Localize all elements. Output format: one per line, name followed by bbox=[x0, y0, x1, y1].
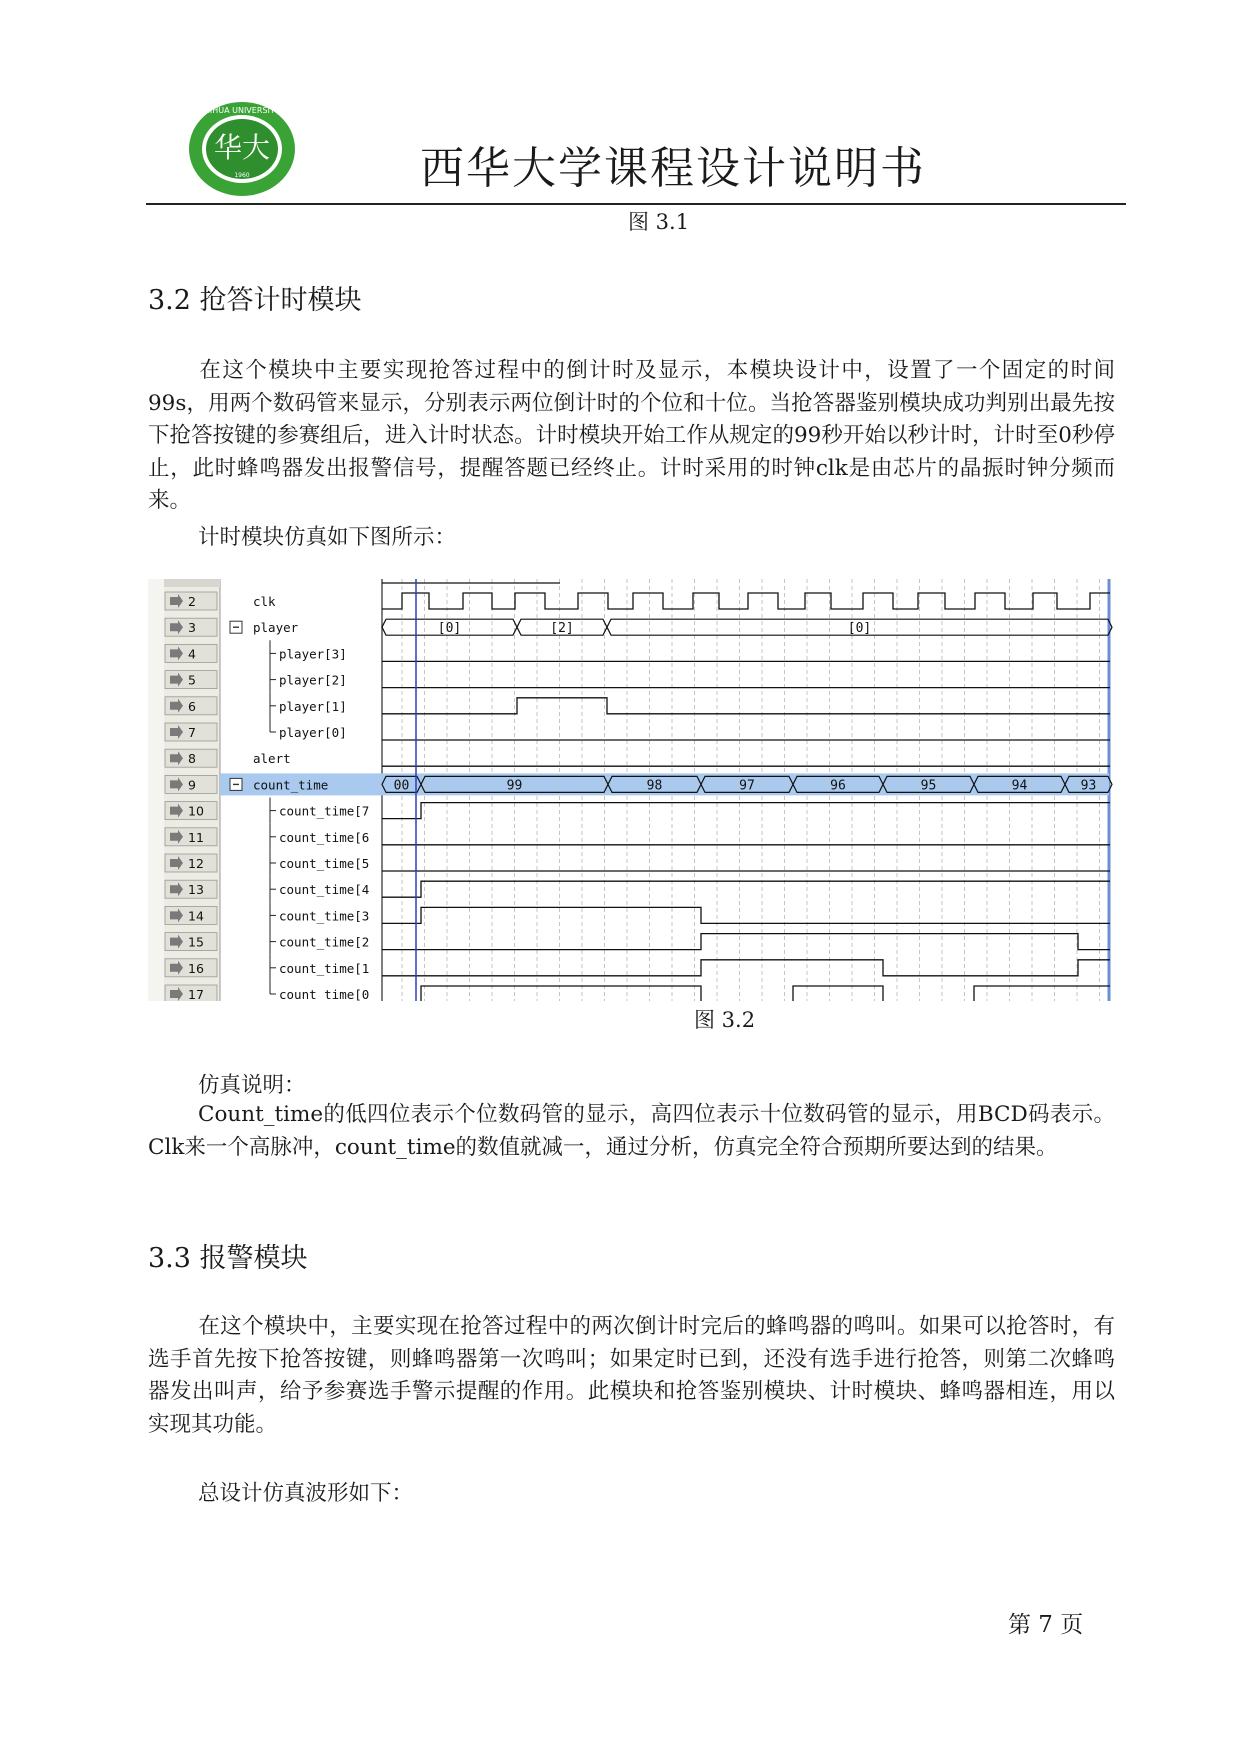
signal-name: player[2] bbox=[279, 672, 347, 688]
svg-text:XIHUA UNIVERSITY: XIHUA UNIVERSITY bbox=[204, 106, 280, 115]
signal-name: player bbox=[253, 620, 299, 636]
section-3-3-text: 在这个模块中，主要实现在抢答过程中的两次倒计时完后的蜂鸣器的鸣叫。如果可以抢答时，有选手首先按下抢答按键，则蜂鸣器第一次鸣叫；如果定时已到，还没有选手进行抢答，则第二次蜂鸣器发出叫声，给予参赛选手警示提醒的作用。此模块和抢答鉴别模块、计时模块、蜂鸣器相连，用以实现其功能。 bbox=[148, 1314, 1115, 1437]
svg-text:华大: 华大 bbox=[213, 131, 271, 164]
row-number: 12 bbox=[188, 856, 204, 871]
section-3-3-paragraph bbox=[148, 1311, 1115, 1441]
row-number: 10 bbox=[188, 803, 204, 819]
partial-top-row bbox=[164, 579, 220, 587]
simulation-waveform bbox=[148, 579, 1113, 1001]
row-number: 3 bbox=[188, 620, 196, 636]
row-number: 13 bbox=[188, 882, 204, 898]
section-3-2-heading: 3.2 抢答计时模块 bbox=[148, 285, 362, 316]
row-number: 4 bbox=[188, 646, 196, 662]
section-3-2-text: 在这个模块中主要实现抢答过程中的倒计时及显示，本模块设计中，设置了一个固定的时间99s，用两个数码管来显示，分别表示两位倒计时的个位和十位。当抢答器鉴别模块成功判别出最先按下抢答按键的参赛组后，进入计时状态。计时模块开始工作从规定的99秒开始以秒计时，计时至0秒停止，此时蜂鸣器发出报警信号，提醒答题已经终止。计时采用的时钟clk是由芯片的晶振时钟分频而来。 bbox=[148, 358, 1115, 513]
waveform-canvas bbox=[148, 579, 1113, 1001]
row-number: 9 bbox=[188, 777, 196, 793]
signal-name: count_time[6 bbox=[279, 829, 370, 845]
signal-name: player[3] bbox=[279, 646, 347, 662]
count-time-bus-value: 98 bbox=[646, 778, 663, 794]
row-number: 6 bbox=[188, 698, 196, 714]
header-divider bbox=[146, 203, 1126, 205]
row-number: 5 bbox=[188, 672, 196, 688]
row-number: 11 bbox=[188, 829, 204, 845]
count-time-bus-value: 94 bbox=[1011, 778, 1028, 794]
signal-name: count_time[1 bbox=[279, 960, 370, 976]
row-number: 8 bbox=[188, 751, 196, 767]
count-time-bus-value: 93 bbox=[1080, 778, 1097, 794]
row-number: 2 bbox=[188, 594, 196, 609]
count-time-bus-value: 96 bbox=[830, 778, 846, 794]
count-time-bus-value: 95 bbox=[920, 778, 937, 794]
svg-text:1960: 1960 bbox=[234, 172, 250, 179]
row-number: 14 bbox=[188, 908, 204, 924]
signal-name: count_time[2 bbox=[279, 934, 370, 950]
signal-name: count_time bbox=[253, 777, 329, 793]
row-number: 7 bbox=[188, 725, 196, 740]
figure-3-2-caption: 图 3.2 bbox=[694, 1008, 756, 1032]
signal-name: alert bbox=[253, 751, 291, 767]
row-number: 15 bbox=[188, 934, 204, 950]
signal-row[interactable] bbox=[165, 618, 299, 636]
section-3-2-sim-intro: 计时模块仿真如下图所示： bbox=[198, 525, 457, 550]
player-bus-value: [2] bbox=[550, 621, 574, 637]
sim-notes-text: Count_time的低四位表示个位数码管的显示，高四位表示十位数码管的显示，用BCD码表示。Clk来一个高脉冲，count_time的数值就减一，通过分析，仿真完全符合预期所要达到的结果。 bbox=[148, 1102, 1115, 1160]
sim-notes-paragraph bbox=[148, 1099, 1115, 1164]
section-3-2-paragraph bbox=[148, 355, 1115, 518]
sim-notes-title: 仿真说明： bbox=[198, 1073, 306, 1098]
section-3-3-heading: 3.3 报警模块 bbox=[148, 1243, 308, 1274]
signal-name: clk bbox=[253, 594, 276, 609]
player-bus-value: [0] bbox=[437, 621, 462, 637]
document-header-title: 西华大学课程设计说明书 bbox=[420, 143, 926, 194]
signal-name: count_time[5 bbox=[279, 856, 370, 871]
row-number: 16 bbox=[188, 960, 204, 976]
row-number: 17 bbox=[188, 987, 204, 1001]
signal-name: count_time[0 bbox=[279, 987, 370, 1001]
count-time-bus-value: 97 bbox=[739, 778, 755, 794]
signal-name: count_time[4 bbox=[279, 882, 370, 898]
signal-name: player[1] bbox=[279, 698, 347, 714]
signal-name: count_time[3 bbox=[279, 908, 370, 924]
count-time-bus-value: 00 bbox=[393, 778, 410, 794]
university-logo bbox=[186, 100, 302, 198]
signal-name: player[0] bbox=[279, 725, 347, 740]
section-3-3-sim-intro: 总设计仿真波形如下： bbox=[198, 1481, 414, 1506]
page-number: 第 7 页 bbox=[1008, 1612, 1084, 1638]
signal-name: count_time[7 bbox=[279, 803, 370, 819]
count-time-bus-value: 99 bbox=[506, 778, 523, 794]
player-bus-value: [0] bbox=[847, 621, 872, 637]
figure-3-1-caption: 图 3.1 bbox=[628, 210, 690, 234]
